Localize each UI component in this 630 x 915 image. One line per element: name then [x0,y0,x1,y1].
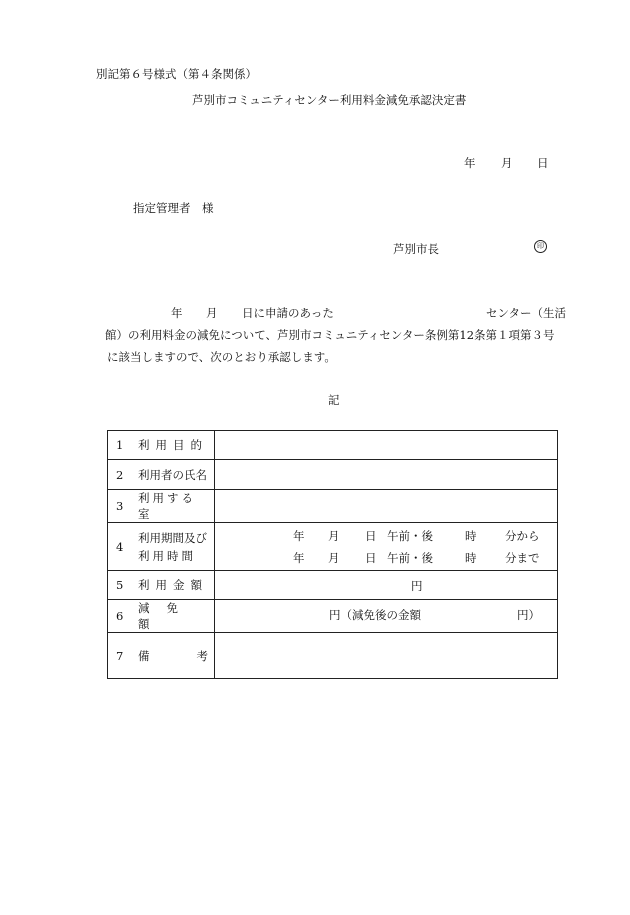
body-line3: に該当しますので、次のとおり承認します。 [107,350,336,364]
reduction-end: 円） [517,608,540,622]
row-label-amount: 利用金額 [138,578,208,592]
amount-value [215,571,558,600]
period-to: 分まで [505,550,540,565]
table-row [108,460,558,490]
body-line2: 館）の利用料金の減免について、芦別市コミュニティセンター条例第12条第１項第３号 [105,328,555,342]
row-label-reduction: 減免額 [138,601,195,631]
period-year: 年 [293,550,305,565]
date-year-label: 年 [464,156,476,170]
period-day: 日 [365,528,377,543]
period-value [215,523,558,571]
table-row [108,633,558,679]
row-label-period: 利用期間及び [138,530,207,545]
body-line1-text: 日に申請のあった [242,306,334,320]
period-hour: 時 [465,528,477,543]
period-hour: 時 [465,550,477,565]
period-ampm: 午前・後 [387,528,433,543]
table-row [108,571,558,600]
row-label-remarks-right: 考 [196,648,208,663]
row-number: 5 [116,578,124,592]
body-month-label: 月 [206,306,218,320]
reduction-unit: 円（減免後の金額 [329,608,421,622]
table-row [108,600,558,633]
user-name-value [215,460,558,490]
issuer-name: 芦別市長 [393,242,439,256]
row-number: 6 [116,609,124,623]
row-number: 4 [116,539,124,554]
table-row [108,523,558,571]
period-ampm: 午前・後 [387,550,433,565]
row-label-time: 利用時間 [138,548,196,563]
date-month-label: 月 [501,156,513,170]
amount-unit: 円 [411,579,423,593]
row-number: 3 [116,499,124,513]
document-title: 芦別市コミュニティセンター利用料金減免承認決定書 [192,93,467,107]
period-from-row [215,525,557,547]
row-label-room: 利用する室 [138,491,196,521]
remarks-value [215,633,558,679]
ki-heading: 記 [328,393,340,407]
purpose-value [215,431,558,460]
reduction-value [215,600,558,633]
form-label: 別記第６号様式（第４条関係） [96,67,257,81]
row-label-remarks-left: 備 [138,648,150,663]
period-from: 分から [505,528,540,543]
seal-icon: 印 [534,240,547,253]
addressee: 指定管理者 様 [133,201,214,215]
body-line1-center: センター（生活 [486,306,567,320]
room-value [215,490,558,523]
row-label-user-name: 利用者の氏名 [138,467,207,482]
period-month: 月 [328,550,340,565]
row-number: 2 [116,467,124,482]
body-year-label: 年 [171,306,183,320]
period-month: 月 [328,528,340,543]
approval-table [107,430,558,679]
row-number: 1 [116,438,124,452]
period-day: 日 [365,550,377,565]
row-label-purpose: 利用目的 [138,438,208,452]
row-number: 7 [116,648,124,663]
period-year: 年 [293,528,305,543]
date-day-label: 日 [537,156,549,170]
table-row [108,490,558,523]
table-row [108,431,558,460]
period-to-row [215,547,557,569]
